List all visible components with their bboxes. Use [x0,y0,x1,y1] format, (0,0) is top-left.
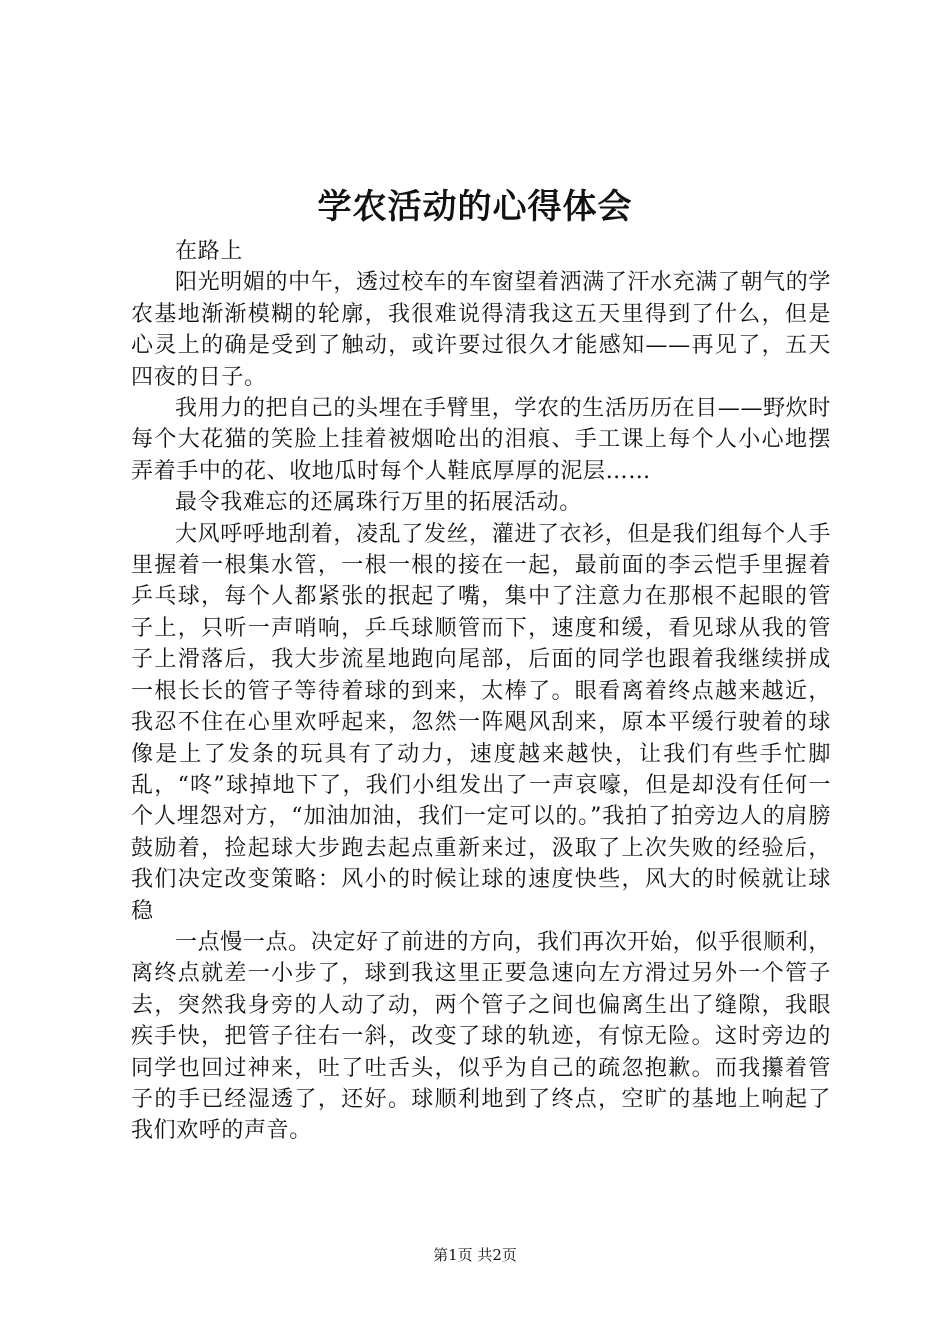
page-footer: 第1页 共2页 [433,1246,517,1264]
document-body [131,236,831,1147]
paragraph-6: 一点慢一点。决定好了前进的方向，我们再次开始，似乎很顺利，离终点就差一小步了，球到我这里正要急速向左方滑过另外一个管子去，突然我身旁的人动了动，两个管子之间也偏离生出了缝隙，我眼疾手快，把管子往右一斜，改变了球的轨迹，有惊无险。这时旁边的同学也回过神来，吐了吐舌头，似乎为自己的疏忽抱歉。而我攥着管子的手已经湿透了，还好。球顺利地到了终点，空旷的基地上响起了我们欢呼的声音。 [131,929,831,1144]
page-title: 学农活动的心得体会 [317,187,633,227]
paragraph-2: 阳光明媚的中午，透过校车的车窗望着洒满了汗水充满了朝气的学农基地渐渐模糊的轮廓，我很难说得清我这五天里得到了什么，但是心灵上的确是受到了触动，或许要过很久才能感知——再见了，五天四夜的日子。 [131,270,831,390]
paragraph-1: 在路上 [175,239,243,264]
paragraph-5: 大风呼呼地刮着，凌乱了发丝，灌进了衣衫，但是我们组每个人手里握着一根集水管，一根一根的接在一起，最前面的李云恺手里握着乒乓球，每个人都紧张的抿起了嘴，集中了注意力在那根不起眼的管子上，只听一声哨响，乒乓球顺管而下，速度和缓，看见球从我的管子上滑落后，我大步流星地跑向尾部，后面的同学也跟着我继续拼成一根长长的管子等待着球的到来，太棒了。眼看离着终点越来越近，我忍不住在心里欢呼起来，忽然一阵飓风刮来，原本平缓行驶着的球像是上了发条的玩具有了动力，速度越来越快，让我们有些手忙脚乱，“咚”球掉地下了，我们小组发出了一声哀嚎，但是却没有任何一个人埋怨对方，“加油加油，我们一定可以的。”我拍了拍旁边人的肩膀鼓励着，捡起球大步跑去起点重新来过，汲取了上次失败的经验后，我们决定改变策略：风小的时候让球的速度快些，风大的时候就让球稳 [131,521,831,924]
paragraph-3: 我用力的把自己的头埋在手臂里，学农的生活历历在目——野炊时每个大花猫的笑脸上挂着被烟呛出的泪痕、手工课上每个人小心地摆弄着手中的花、收地瓜时每个人鞋底厚厚的泥层…… [131,396,831,484]
paragraph-4: 最令我难忘的还属珠行万里的拓展活动。 [175,490,582,516]
